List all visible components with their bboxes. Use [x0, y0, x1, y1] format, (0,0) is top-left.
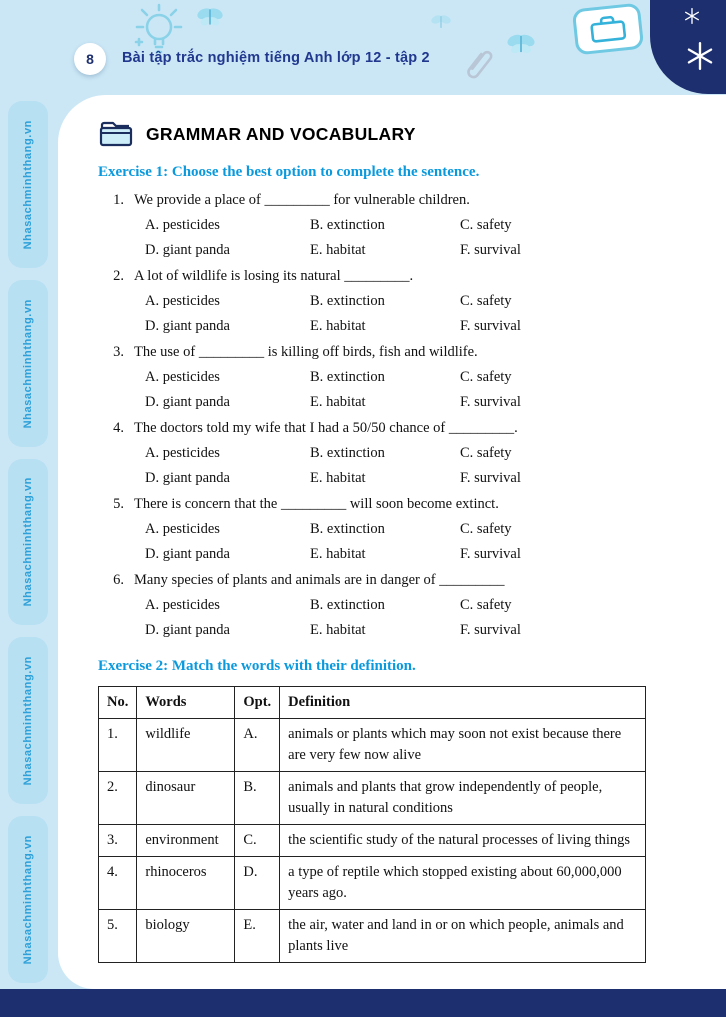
options-grid	[98, 289, 700, 339]
option: F. survival	[460, 470, 521, 486]
column-header-definition: Definition	[280, 687, 646, 719]
option: E. habitat	[310, 622, 366, 638]
options-grid	[98, 213, 700, 263]
option: F. survival	[460, 242, 521, 258]
options-grid	[98, 593, 700, 643]
option: F. survival	[460, 546, 521, 562]
snowflake-icon	[684, 8, 700, 24]
question	[98, 568, 700, 643]
option: D. giant panda	[145, 622, 230, 638]
option: C. safety	[460, 597, 512, 613]
option: B. extinction	[310, 217, 385, 233]
cell-no: 2.	[99, 772, 137, 825]
butterfly-icon	[430, 12, 452, 32]
option: E. habitat	[310, 242, 366, 258]
cell-opt: D.	[235, 857, 280, 910]
option: D. giant panda	[145, 394, 230, 410]
option: C. safety	[460, 521, 512, 537]
watermark-text: Nhasachminhthang.vn	[22, 477, 34, 607]
page-title: Bài tập trắc nghiệm tiếng Anh lớp 12 - tập 2	[122, 50, 430, 66]
cell-definition: animals or plants which may soon not exist because there are very few now alive	[280, 719, 646, 772]
watermark-block	[8, 816, 48, 983]
page-number: 8	[86, 51, 94, 67]
option: B. extinction	[310, 445, 385, 461]
question-text: A lot of wildlife is losing its natural _________.	[134, 268, 414, 284]
watermark-sidebar	[0, 95, 58, 989]
cell-word: wildlife	[137, 719, 235, 772]
option: F. survival	[460, 622, 521, 638]
option: B. extinction	[310, 293, 385, 309]
cell-no: 3.	[99, 825, 137, 857]
option: B. extinction	[310, 521, 385, 537]
cell-opt: E.	[235, 910, 280, 963]
section-title: GRAMMAR AND VOCABULARY	[146, 123, 416, 144]
exercise1-questions	[98, 188, 700, 643]
cell-definition: animals and plants that grow independently of people, usually in natural conditions	[280, 772, 646, 825]
options-grid	[98, 365, 700, 415]
section-heading	[98, 119, 700, 149]
option: B. extinction	[310, 369, 385, 385]
exercise2-title: Exercise 2: Match the words with their definition.	[98, 658, 416, 674]
option: C. safety	[460, 293, 512, 309]
cell-word: environment	[137, 825, 235, 857]
content-panel	[58, 95, 726, 989]
briefcase-card	[572, 3, 644, 56]
question-text: We provide a place of _________ for vulnerable children.	[134, 192, 470, 208]
question-number: 3.	[113, 344, 124, 360]
cell-no: 5.	[99, 910, 137, 963]
question-text: Many species of plants and animals are in danger of _________	[134, 572, 505, 588]
watermark-block	[8, 280, 48, 447]
question	[98, 264, 700, 339]
watermark-block	[8, 101, 48, 268]
options-grid	[98, 441, 700, 491]
option: A. pesticides	[145, 597, 220, 613]
watermark-text: Nhasachminhthang.vn	[22, 298, 34, 428]
butterfly-icon	[196, 4, 224, 30]
option: C. safety	[460, 369, 512, 385]
matching-table	[98, 686, 646, 963]
exercise1-title: Exercise 1: Choose the best option to complete the sentence.	[98, 164, 480, 180]
option: A. pesticides	[145, 445, 220, 461]
column-header-no: No.	[99, 687, 137, 719]
option: C. safety	[460, 445, 512, 461]
butterfly-icon	[506, 30, 536, 58]
question-number: 5.	[113, 496, 124, 512]
table-row	[99, 825, 646, 857]
option: A. pesticides	[145, 293, 220, 309]
option: D. giant panda	[145, 546, 230, 562]
option: D. giant panda	[145, 470, 230, 486]
cell-word: rhinoceros	[137, 857, 235, 910]
question	[98, 416, 700, 491]
cell-definition: the air, water and land in or on which people, animals and plants live	[280, 910, 646, 963]
option: E. habitat	[310, 394, 366, 410]
question-text: The doctors told my wife that I had a 50/50 chance of _________.	[134, 420, 518, 436]
column-header-words: Words	[137, 687, 235, 719]
cell-opt: C.	[235, 825, 280, 857]
table-row	[99, 857, 646, 910]
watermark-block	[8, 637, 48, 804]
snowflake-icon	[686, 42, 714, 70]
column-header-opt: Opt.	[235, 687, 280, 719]
question-number: 1.	[113, 192, 124, 208]
question-text: The use of _________ is killing off birds, fish and wildlife.	[134, 344, 478, 360]
cell-word: dinosaur	[137, 772, 235, 825]
paperclip-icon	[457, 42, 500, 89]
cell-opt: A.	[235, 719, 280, 772]
table-row	[99, 719, 646, 772]
question-text: There is concern that the _________ will soon become extinct.	[134, 496, 499, 512]
cell-opt: B.	[235, 772, 280, 825]
cell-no: 4.	[99, 857, 137, 910]
option: E. habitat	[310, 470, 366, 486]
option: A. pesticides	[145, 217, 220, 233]
option: A. pesticides	[145, 369, 220, 385]
question-number: 2.	[113, 268, 124, 284]
option: D. giant panda	[145, 318, 230, 334]
cell-no: 1.	[99, 719, 137, 772]
briefcase-icon	[587, 12, 630, 46]
question-number: 4.	[113, 420, 124, 436]
question-number: 6.	[113, 572, 124, 588]
page-number-badge	[74, 43, 106, 75]
question	[98, 188, 700, 263]
watermark-text: Nhasachminhthang.vn	[22, 656, 34, 786]
question	[98, 340, 700, 415]
option: E. habitat	[310, 546, 366, 562]
watermark-block	[8, 459, 48, 626]
page-header	[0, 0, 726, 95]
option: D. giant panda	[145, 242, 230, 258]
option: E. habitat	[310, 318, 366, 334]
watermark-text: Nhasachminhthang.vn	[22, 834, 34, 965]
cell-word: biology	[137, 910, 235, 963]
table-row	[99, 772, 646, 825]
option: A. pesticides	[145, 521, 220, 537]
question	[98, 492, 700, 567]
cell-definition: the scientific study of the natural processes of living things	[280, 825, 646, 857]
option: C. safety	[460, 217, 512, 233]
option: F. survival	[460, 318, 521, 334]
option: B. extinction	[310, 597, 385, 613]
option: F. survival	[460, 394, 521, 410]
table-row	[99, 910, 646, 963]
watermark-text: Nhasachminhthang.vn	[22, 119, 34, 250]
table-header-row	[99, 687, 646, 719]
cell-definition: a type of reptile which stopped existing about 60,000,000 years ago.	[280, 857, 646, 910]
folder-icon	[98, 119, 134, 149]
options-grid	[98, 517, 700, 567]
bottom-decoration	[0, 989, 726, 1017]
